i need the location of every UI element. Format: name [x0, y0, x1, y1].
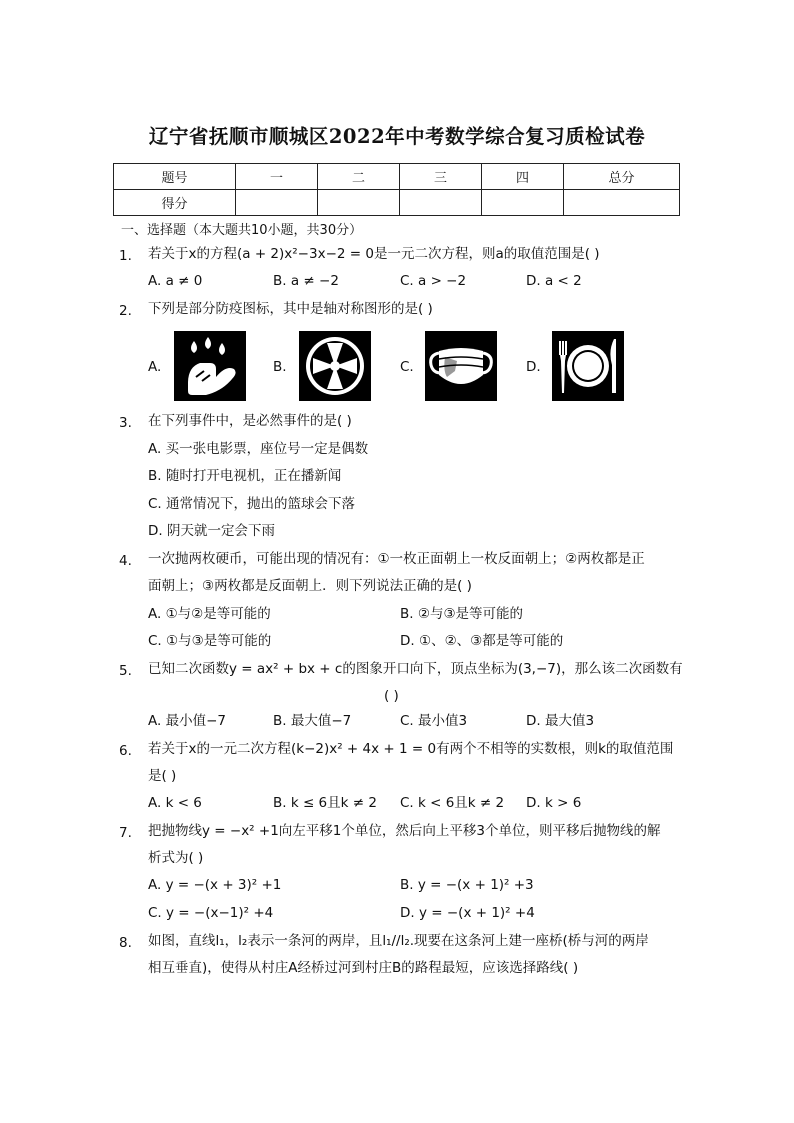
score-header-cell: 二 [318, 164, 400, 190]
option-d: D. y = −(x + 1)² +4 [400, 905, 535, 921]
dining-plate-icon [552, 331, 624, 401]
section-heading: 一、选择题（本大题共10小题，共30分） [121, 223, 363, 238]
score-cell[interactable] [236, 190, 318, 216]
option-a: A. [148, 359, 162, 375]
score-table [113, 163, 680, 216]
option-c: C. k < 6且k ≠ 2 [400, 795, 505, 811]
score-cell[interactable] [318, 190, 400, 216]
option-a: A. ①与②是等可能的 [148, 606, 271, 622]
option-a: A. k < 6 [148, 795, 202, 811]
question-text: 在下列事件中，是必然事件的是( ) [148, 413, 352, 429]
question-text: 相互垂直)，使得从村庄A经桥过河到村庄B的路程最短，应该选择路线( ) [148, 960, 579, 976]
question-text: 面朝上；③两枚都是反面朝上．则下列说法正确的是( ) [148, 578, 472, 594]
score-header-cell: 总分 [564, 164, 680, 190]
score-header-cell: 三 [400, 164, 482, 190]
option-b: B. ②与③是等可能的 [400, 606, 524, 622]
option-a: A. a ≠ 0 [148, 273, 203, 289]
option-c: C. 通常情况下，抛出的篮球会下落 [148, 496, 356, 512]
face-mask-icon [425, 331, 497, 401]
option-b: B. 最大值−7 [273, 713, 352, 729]
ventilation-fan-icon [299, 331, 371, 401]
score-cell[interactable] [482, 190, 564, 216]
question-number: 7. [119, 825, 132, 841]
option-c: C. ①与③是等可能的 [148, 633, 272, 649]
option-b: B. y = −(x + 1)² +3 [400, 877, 534, 893]
score-table-header-row [114, 164, 680, 190]
score-cell[interactable] [400, 190, 482, 216]
option-c: C. y = −(x−1)² +4 [148, 905, 274, 921]
score-header-cell: 题号 [114, 164, 236, 190]
option-a: A. y = −(x + 3)² +1 [148, 877, 282, 893]
option-c: C. 最小值3 [400, 713, 468, 729]
question-text: 析式为( ) [148, 850, 204, 866]
question-number: 3. [119, 415, 132, 431]
score-header-cell: 四 [482, 164, 564, 190]
question-text: 若关于x的一元二次方程(k−2)x² + 4x + 1 = 0有两个不相等的实数根，则k的取值范围 [148, 741, 674, 757]
option-b: B. a ≠ −2 [273, 273, 339, 289]
question-text: 下列是部分防疫图标，其中是轴对称图形的是( ) [148, 301, 433, 317]
question-number: 1. [119, 248, 132, 264]
option-d: D. a < 2 [526, 273, 582, 289]
option-d: D. 最大值3 [526, 713, 595, 729]
question-number: 2. [119, 303, 132, 319]
score-header-cell: 一 [236, 164, 318, 190]
option-b: B. k ≤ 6且k ≠ 2 [273, 795, 377, 811]
question-text: 一次抛两枚硬币，可能出现的情况有：①一枚正面朝上一枚反面朝上；②两枚都是正 [148, 551, 645, 567]
option-b: B. [273, 359, 287, 375]
option-d: D. [526, 359, 541, 375]
option-a: A. 买一张电影票，座位号一定是偶数 [148, 441, 369, 457]
exam-title: 辽宁省抚顺市顺城区2022年中考数学综合复习质检试卷 [148, 125, 646, 148]
question-number: 4. [119, 553, 132, 569]
option-d: D. 阴天就一定会下雨 [148, 523, 275, 539]
question-number: 8. [119, 935, 132, 951]
question-number: 6. [119, 743, 132, 759]
option-c: C. a > −2 [400, 273, 467, 289]
option-a: A. 最小值−7 [148, 713, 226, 729]
score-row-label: 得分 [114, 190, 236, 216]
option-b: B. 随时打开电视机，正在播新闻 [148, 468, 342, 484]
question-text: 若关于x的方程(a + 2)x²−3x−2 = 0是一元二次方程，则a的取值范围是( ) [148, 246, 600, 262]
wash-hands-icon [174, 331, 246, 401]
option-d: D. k > 6 [526, 795, 582, 811]
question-number: 5. [119, 663, 132, 679]
question-text: 已知二次函数y = ax² + bx + c的图象开口向下，顶点坐标为(3,−7)，那么该二次函数有 [148, 661, 683, 677]
question-text: 如图，直线l₁，l₂表示一条河的两岸，且l₁//l₂.现要在这条河上建一座桥(桥与河的两岸 [148, 933, 649, 949]
question-text: ( ) [384, 688, 399, 704]
question-text: 是( ) [148, 768, 177, 784]
score-table-score-row [114, 190, 680, 216]
option-d: D. ①、②、③都是等可能的 [400, 633, 564, 649]
question-text: 把抛物线y = −x² +1向左平移1个单位，然后向上平移3个单位，则平移后抛物线的解 [148, 823, 661, 839]
score-cell[interactable] [564, 190, 680, 216]
option-c: C. [400, 359, 414, 375]
